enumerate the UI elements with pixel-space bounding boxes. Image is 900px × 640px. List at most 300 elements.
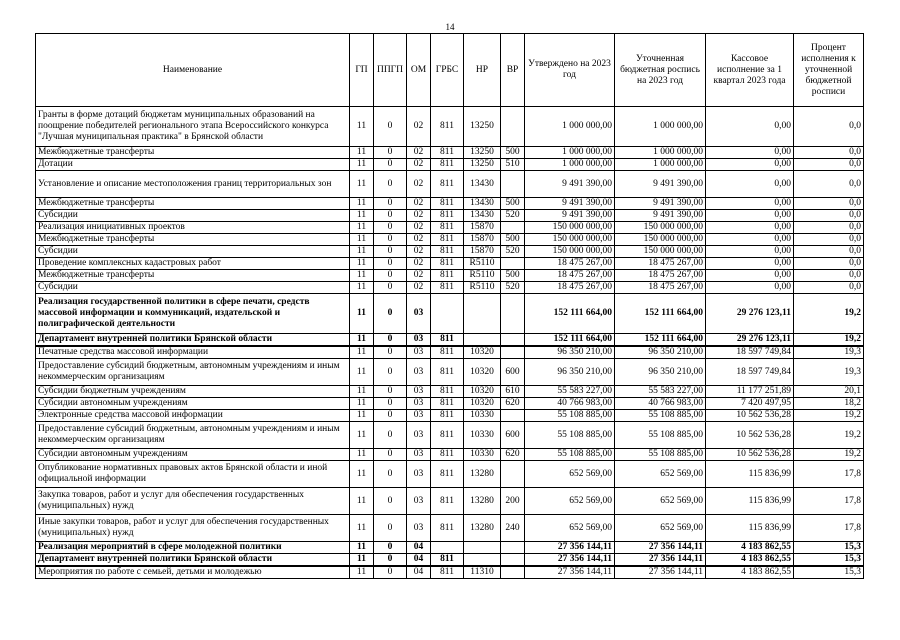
cell-cash: 7 420 497,95 xyxy=(706,398,794,410)
cell-om: 02 xyxy=(407,246,431,258)
cell-grbs: 811 xyxy=(431,359,464,386)
cell-vr: 240 xyxy=(501,515,525,542)
cell-gp: 11 xyxy=(350,198,374,210)
cell-om: 02 xyxy=(407,159,431,171)
cell-ppgp: 0 xyxy=(374,359,407,386)
cell-approved: 9 491 390,00 xyxy=(525,198,615,210)
cell-ppgp: 0 xyxy=(374,542,407,554)
cell-vr xyxy=(501,258,525,270)
page-number: 14 xyxy=(445,22,455,32)
cell-gp: 11 xyxy=(350,410,374,422)
cell-nr xyxy=(464,294,501,334)
cell-gp: 11 xyxy=(350,246,374,258)
cell-cash: 10 562 536,28 xyxy=(706,422,794,449)
cell-refined: 152 111 664,00 xyxy=(615,294,706,334)
cell-om: 04 xyxy=(407,566,431,579)
cell-vr xyxy=(501,222,525,234)
cell-vr xyxy=(501,334,525,347)
cell-vr: 500 xyxy=(501,198,525,210)
cell-ppgp: 0 xyxy=(374,422,407,449)
cell-name: Субсидии автономным учреждениям xyxy=(36,449,350,461)
cell-gp: 11 xyxy=(350,107,374,147)
cell-nr: 10320 xyxy=(464,346,501,359)
column-header-approved: Утверждено на 2023 год xyxy=(525,34,615,107)
cell-percent: 19,2 xyxy=(794,449,864,461)
cell-approved: 18 475 267,00 xyxy=(525,270,615,282)
cell-name: Установление и описание местоположения границ территориальных зон xyxy=(36,171,350,198)
cell-gp: 11 xyxy=(350,515,374,542)
column-header-ppgp: ППГП xyxy=(374,34,407,107)
cell-nr: 10330 xyxy=(464,422,501,449)
cell-refined: 152 111 664,00 xyxy=(615,334,706,347)
cell-grbs: 811 xyxy=(431,171,464,198)
cell-nr: 13280 xyxy=(464,488,501,515)
cell-grbs: 811 xyxy=(431,515,464,542)
table-row xyxy=(36,410,864,422)
table-row xyxy=(36,488,864,515)
cell-refined: 9 491 390,00 xyxy=(615,210,706,222)
cell-grbs xyxy=(431,542,464,554)
cell-approved: 55 583 227,00 xyxy=(525,386,615,398)
cell-gp: 11 xyxy=(350,258,374,270)
cell-grbs: 811 xyxy=(431,566,464,579)
cell-ppgp: 0 xyxy=(374,566,407,579)
cell-om: 03 xyxy=(407,515,431,542)
cell-om: 02 xyxy=(407,234,431,246)
table-row xyxy=(36,461,864,488)
cell-grbs: 811 xyxy=(431,107,464,147)
cell-refined: 652 569,00 xyxy=(615,515,706,542)
cell-gp: 11 xyxy=(350,234,374,246)
cell-name: Межбюджетные трансферты xyxy=(36,270,350,282)
cell-ppgp: 0 xyxy=(374,410,407,422)
cell-om: 02 xyxy=(407,270,431,282)
cell-ppgp: 0 xyxy=(374,246,407,258)
cell-cash: 4 183 862,55 xyxy=(706,566,794,579)
cell-vr: 500 xyxy=(501,234,525,246)
column-header-percent: Процент исполнения к уточненной бюджетной росписи xyxy=(794,34,864,107)
cell-cash: 10 562 536,28 xyxy=(706,410,794,422)
cell-cash: 0,00 xyxy=(706,147,794,159)
cell-nr: 10320 xyxy=(464,359,501,386)
table-row xyxy=(36,107,864,147)
cell-cash: 115 836,99 xyxy=(706,488,794,515)
cell-approved: 652 569,00 xyxy=(525,488,615,515)
cell-gp: 11 xyxy=(350,554,374,567)
column-header-grbs: ГРБС xyxy=(431,34,464,107)
cell-approved: 27 356 144,11 xyxy=(525,542,615,554)
cell-refined: 150 000 000,00 xyxy=(615,246,706,258)
cell-nr: 15870 xyxy=(464,234,501,246)
budget-table xyxy=(35,33,864,579)
cell-percent: 15,3 xyxy=(794,542,864,554)
cell-ppgp: 0 xyxy=(374,222,407,234)
cell-gp: 11 xyxy=(350,147,374,159)
cell-cash: 4 183 862,55 xyxy=(706,542,794,554)
cell-nr: 13250 xyxy=(464,147,501,159)
cell-refined: 55 583 227,00 xyxy=(615,386,706,398)
cell-vr: 520 xyxy=(501,282,525,294)
cell-refined: 55 108 885,00 xyxy=(615,422,706,449)
cell-percent: 20,1 xyxy=(794,386,864,398)
cell-gp: 11 xyxy=(350,334,374,347)
cell-percent: 0,0 xyxy=(794,171,864,198)
cell-approved: 152 111 664,00 xyxy=(525,294,615,334)
cell-approved: 96 350 210,00 xyxy=(525,359,615,386)
cell-name: Субсидии автономным учреждениям xyxy=(36,398,350,410)
cell-vr: 520 xyxy=(501,246,525,258)
cell-vr xyxy=(501,461,525,488)
cell-grbs: 811 xyxy=(431,270,464,282)
cell-nr xyxy=(464,554,501,567)
cell-vr xyxy=(501,554,525,567)
cell-cash: 0,00 xyxy=(706,282,794,294)
cell-approved: 150 000 000,00 xyxy=(525,234,615,246)
cell-refined: 55 108 885,00 xyxy=(615,449,706,461)
cell-gp: 11 xyxy=(350,359,374,386)
cell-grbs: 811 xyxy=(431,282,464,294)
cell-name: Реализация инициативных проектов xyxy=(36,222,350,234)
table-row xyxy=(36,294,864,334)
cell-ppgp: 0 xyxy=(374,210,407,222)
column-header-om: ОМ xyxy=(407,34,431,107)
cell-nr: 11310 xyxy=(464,566,501,579)
cell-approved: 18 475 267,00 xyxy=(525,282,615,294)
cell-approved: 18 475 267,00 xyxy=(525,258,615,270)
cell-ppgp: 0 xyxy=(374,147,407,159)
cell-approved: 27 356 144,11 xyxy=(525,554,615,567)
cell-cash: 0,00 xyxy=(706,234,794,246)
cell-grbs: 811 xyxy=(431,222,464,234)
cell-name: Реализация мероприятий в сфере молодежной политики xyxy=(36,542,350,554)
column-header-cash: Кассовое исполнение за 1 квартал 2023 года xyxy=(706,34,794,107)
cell-name: Межбюджетные трансферты xyxy=(36,147,350,159)
cell-percent: 17,8 xyxy=(794,488,864,515)
cell-nr: 13430 xyxy=(464,171,501,198)
cell-nr: R5110 xyxy=(464,270,501,282)
table-row xyxy=(36,246,864,258)
cell-vr: 510 xyxy=(501,159,525,171)
cell-nr: R5110 xyxy=(464,258,501,270)
cell-om: 02 xyxy=(407,171,431,198)
cell-ppgp: 0 xyxy=(374,107,407,147)
cell-percent: 19,2 xyxy=(794,334,864,347)
cell-cash: 29 276 123,11 xyxy=(706,294,794,334)
cell-approved: 96 350 210,00 xyxy=(525,346,615,359)
cell-refined: 27 356 144,11 xyxy=(615,554,706,567)
cell-om: 02 xyxy=(407,107,431,147)
cell-om: 03 xyxy=(407,488,431,515)
cell-cash: 0,00 xyxy=(706,171,794,198)
cell-grbs: 811 xyxy=(431,147,464,159)
cell-percent: 19,2 xyxy=(794,422,864,449)
cell-approved: 55 108 885,00 xyxy=(525,422,615,449)
cell-vr xyxy=(501,410,525,422)
cell-name: Субсидии xyxy=(36,282,350,294)
cell-name: Межбюджетные трансферты xyxy=(36,198,350,210)
cell-om: 02 xyxy=(407,258,431,270)
cell-percent: 15,3 xyxy=(794,554,864,567)
cell-approved: 1 000 000,00 xyxy=(525,107,615,147)
cell-cash: 0,00 xyxy=(706,222,794,234)
cell-om: 03 xyxy=(407,398,431,410)
cell-refined: 55 108 885,00 xyxy=(615,410,706,422)
table-header-row xyxy=(36,34,864,107)
cell-percent: 0,0 xyxy=(794,159,864,171)
cell-name: Предоставление субсидий бюджетным, автономным учреждениям и иным некоммерческим организациям xyxy=(36,422,350,449)
table-row xyxy=(36,210,864,222)
cell-gp: 11 xyxy=(350,270,374,282)
cell-gp: 11 xyxy=(350,422,374,449)
cell-om: 02 xyxy=(407,222,431,234)
cell-om: 02 xyxy=(407,210,431,222)
cell-vr: 600 xyxy=(501,422,525,449)
cell-name: Реализация государственной политики в сфере печати, средств массовой информации и коммуникаций, издательской и полиграфической деятельности xyxy=(36,294,350,334)
cell-gp: 11 xyxy=(350,159,374,171)
cell-percent: 0,0 xyxy=(794,246,864,258)
cell-grbs: 811 xyxy=(431,398,464,410)
cell-refined: 1 000 000,00 xyxy=(615,159,706,171)
cell-gp: 11 xyxy=(350,449,374,461)
cell-approved: 55 108 885,00 xyxy=(525,449,615,461)
cell-percent: 17,8 xyxy=(794,515,864,542)
table-row xyxy=(36,386,864,398)
table-row xyxy=(36,515,864,542)
cell-name: Иные закупки товаров, работ и услуг для обеспечения государственных (муниципальных) нужд xyxy=(36,515,350,542)
cell-refined: 652 569,00 xyxy=(615,488,706,515)
cell-gp: 11 xyxy=(350,566,374,579)
table-row xyxy=(36,542,864,554)
cell-approved: 652 569,00 xyxy=(525,515,615,542)
cell-grbs: 811 xyxy=(431,346,464,359)
cell-om: 03 xyxy=(407,449,431,461)
cell-cash: 0,00 xyxy=(706,198,794,210)
cell-name: Мероприятия по работе с семьей, детьми и молодежью xyxy=(36,566,350,579)
cell-nr: 10320 xyxy=(464,398,501,410)
cell-ppgp: 0 xyxy=(374,171,407,198)
cell-refined: 96 350 210,00 xyxy=(615,359,706,386)
cell-approved: 40 766 983,00 xyxy=(525,398,615,410)
table-row xyxy=(36,398,864,410)
cell-ppgp: 0 xyxy=(374,346,407,359)
cell-percent: 19,3 xyxy=(794,359,864,386)
cell-ppgp: 0 xyxy=(374,270,407,282)
cell-ppgp: 0 xyxy=(374,386,407,398)
cell-om: 03 xyxy=(407,359,431,386)
cell-gp: 11 xyxy=(350,222,374,234)
cell-refined: 1 000 000,00 xyxy=(615,107,706,147)
cell-gp: 11 xyxy=(350,542,374,554)
table-row xyxy=(36,147,864,159)
cell-refined: 40 766 983,00 xyxy=(615,398,706,410)
cell-nr: 13430 xyxy=(464,198,501,210)
cell-nr: 10330 xyxy=(464,449,501,461)
cell-approved: 652 569,00 xyxy=(525,461,615,488)
table-row xyxy=(36,258,864,270)
cell-name: Субсидии xyxy=(36,210,350,222)
cell-percent: 0,0 xyxy=(794,282,864,294)
cell-name: Департамент внутренней политики Брянской области xyxy=(36,334,350,347)
cell-refined: 150 000 000,00 xyxy=(615,222,706,234)
cell-om: 03 xyxy=(407,410,431,422)
cell-vr: 520 xyxy=(501,210,525,222)
cell-gp: 11 xyxy=(350,398,374,410)
cell-refined: 96 350 210,00 xyxy=(615,346,706,359)
cell-ppgp: 0 xyxy=(374,449,407,461)
cell-name: Проведение комплексных кадастровых работ xyxy=(36,258,350,270)
cell-gp: 11 xyxy=(350,488,374,515)
cell-percent: 0,0 xyxy=(794,234,864,246)
cell-approved: 152 111 664,00 xyxy=(525,334,615,347)
cell-grbs: 811 xyxy=(431,210,464,222)
cell-cash: 11 177 251,89 xyxy=(706,386,794,398)
cell-approved: 150 000 000,00 xyxy=(525,222,615,234)
table-row xyxy=(36,422,864,449)
cell-nr: 13280 xyxy=(464,515,501,542)
table-row xyxy=(36,270,864,282)
table-row xyxy=(36,346,864,359)
cell-cash: 10 562 536,28 xyxy=(706,449,794,461)
cell-ppgp: 0 xyxy=(374,234,407,246)
cell-approved: 150 000 000,00 xyxy=(525,246,615,258)
cell-nr: 13250 xyxy=(464,159,501,171)
cell-cash: 0,00 xyxy=(706,270,794,282)
cell-vr: 500 xyxy=(501,270,525,282)
cell-cash: 18 597 749,84 xyxy=(706,346,794,359)
cell-vr: 500 xyxy=(501,147,525,159)
cell-refined: 652 569,00 xyxy=(615,461,706,488)
cell-vr: 620 xyxy=(501,398,525,410)
cell-ppgp: 0 xyxy=(374,282,407,294)
table-row xyxy=(36,566,864,579)
table-row xyxy=(36,449,864,461)
cell-percent: 0,0 xyxy=(794,270,864,282)
cell-gp: 11 xyxy=(350,386,374,398)
cell-approved: 1 000 000,00 xyxy=(525,159,615,171)
cell-vr xyxy=(501,107,525,147)
cell-name: Дотации xyxy=(36,159,350,171)
cell-gp: 11 xyxy=(350,346,374,359)
cell-nr xyxy=(464,334,501,347)
cell-om: 04 xyxy=(407,542,431,554)
cell-vr xyxy=(501,294,525,334)
cell-ppgp: 0 xyxy=(374,488,407,515)
cell-nr: 10330 xyxy=(464,410,501,422)
cell-vr: 200 xyxy=(501,488,525,515)
cell-cash: 0,00 xyxy=(706,246,794,258)
column-header-gp: ГП xyxy=(350,34,374,107)
cell-om: 03 xyxy=(407,334,431,347)
cell-grbs: 811 xyxy=(431,488,464,515)
cell-name: Субсидии xyxy=(36,246,350,258)
cell-cash: 18 597 749,84 xyxy=(706,359,794,386)
cell-refined: 18 475 267,00 xyxy=(615,270,706,282)
cell-refined: 150 000 000,00 xyxy=(615,234,706,246)
cell-name: Субсидии бюджетным учреждениям xyxy=(36,386,350,398)
cell-vr: 620 xyxy=(501,449,525,461)
cell-ppgp: 0 xyxy=(374,334,407,347)
cell-om: 02 xyxy=(407,282,431,294)
cell-approved: 1 000 000,00 xyxy=(525,147,615,159)
cell-grbs xyxy=(431,294,464,334)
cell-percent: 19,3 xyxy=(794,346,864,359)
cell-cash: 4 183 862,55 xyxy=(706,554,794,567)
cell-vr xyxy=(501,566,525,579)
cell-refined: 18 475 267,00 xyxy=(615,258,706,270)
cell-name: Опубликование нормативных правовых актов Брянской области и иной официальной информации xyxy=(36,461,350,488)
cell-approved: 9 491 390,00 xyxy=(525,210,615,222)
cell-refined: 9 491 390,00 xyxy=(615,198,706,210)
cell-percent: 0,0 xyxy=(794,222,864,234)
table-row xyxy=(36,282,864,294)
cell-vr xyxy=(501,542,525,554)
cell-cash: 115 836,99 xyxy=(706,461,794,488)
cell-gp: 11 xyxy=(350,210,374,222)
cell-approved: 27 356 144,11 xyxy=(525,566,615,579)
table-row xyxy=(36,234,864,246)
cell-name: Департамент внутренней политики Брянской области xyxy=(36,554,350,567)
table-body xyxy=(36,107,864,579)
cell-grbs: 811 xyxy=(431,449,464,461)
cell-om: 04 xyxy=(407,554,431,567)
table-row xyxy=(36,171,864,198)
cell-grbs: 811 xyxy=(431,159,464,171)
cell-ppgp: 0 xyxy=(374,554,407,567)
cell-nr: 15870 xyxy=(464,222,501,234)
cell-nr: R5110 xyxy=(464,282,501,294)
cell-percent: 0,0 xyxy=(794,198,864,210)
cell-vr: 600 xyxy=(501,359,525,386)
cell-ppgp: 0 xyxy=(374,198,407,210)
cell-ppgp: 0 xyxy=(374,258,407,270)
cell-gp: 11 xyxy=(350,171,374,198)
cell-name: Предоставление субсидий бюджетным, автономным учреждениям и иным некоммерческим организациям xyxy=(36,359,350,386)
cell-percent: 19,2 xyxy=(794,294,864,334)
cell-grbs: 811 xyxy=(431,386,464,398)
cell-vr xyxy=(501,346,525,359)
cell-grbs: 811 xyxy=(431,334,464,347)
cell-grbs: 811 xyxy=(431,461,464,488)
cell-percent: 0,0 xyxy=(794,258,864,270)
cell-nr: 15870 xyxy=(464,246,501,258)
table-row xyxy=(36,554,864,567)
cell-percent: 0,0 xyxy=(794,210,864,222)
cell-cash: 115 836,99 xyxy=(706,515,794,542)
cell-grbs: 811 xyxy=(431,422,464,449)
cell-vr xyxy=(501,171,525,198)
cell-refined: 9 491 390,00 xyxy=(615,171,706,198)
table-row xyxy=(36,359,864,386)
cell-cash: 0,00 xyxy=(706,258,794,270)
table-row xyxy=(36,159,864,171)
cell-nr xyxy=(464,542,501,554)
cell-percent: 0,0 xyxy=(794,107,864,147)
cell-approved: 9 491 390,00 xyxy=(525,171,615,198)
cell-om: 03 xyxy=(407,294,431,334)
table-row xyxy=(36,334,864,347)
column-header-refined: Уточненная бюджетная роспись на 2023 год xyxy=(615,34,706,107)
cell-gp: 11 xyxy=(350,282,374,294)
cell-cash: 0,00 xyxy=(706,107,794,147)
column-header-name: Наименование xyxy=(36,34,350,107)
cell-refined: 1 000 000,00 xyxy=(615,147,706,159)
cell-percent: 17,8 xyxy=(794,461,864,488)
cell-name: Печатные средства массовой информации xyxy=(36,346,350,359)
cell-om: 03 xyxy=(407,422,431,449)
cell-name: Электронные средства массовой информации xyxy=(36,410,350,422)
cell-nr: 10320 xyxy=(464,386,501,398)
cell-cash: 0,00 xyxy=(706,159,794,171)
